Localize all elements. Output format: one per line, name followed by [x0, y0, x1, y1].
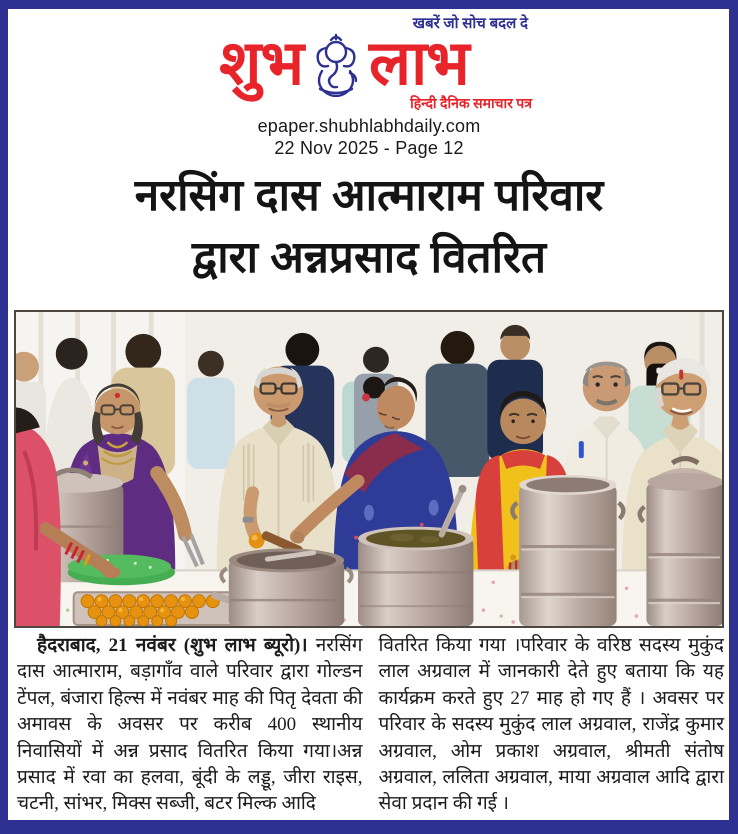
photo-front-pot [221, 548, 351, 626]
article-column-2-text: वितरित किया गया ।परिवार के वरिष्ठ सदस्य मुकुंद लाल अग्रवाल में जानकारी देते हुए बताया कि यह कार्यक्रम करते हुए 27 माह हो गए हैं । अवसर पर परिवार के सदस्य मुकुंद लाल अग्रवाल, राजेंद्र कुमार अग्रवाल, ओम प्रकाश अग्रवाल, श्रीमती संतोष अग्रवाल, ललिता अग्रवाल, माया अग्रवाल आदि द्वारा सेवा प्रदान की गई । [378, 635, 724, 815]
photo-right-drum [640, 459, 722, 626]
article-headline [0, 165, 738, 289]
headline-line1: नरसिंग दास आत्माराम परिवार [134, 171, 604, 220]
newspaper-logo [150, 31, 538, 98]
logo-word-shubh: शुभ [219, 30, 304, 98]
frame-bottom [0, 820, 738, 834]
article-column-1-text: नरसिंग दास आत्माराम, बड़ागाँव वाले परिवार द्वारा गोल्डन टेंपल, बंजारा हिल्स में नवंबर माह की पितृ देवता की अमावस के अवसर पर करीब 400 स्थानीय निवासियों में अन्न प्रसाद वितरित किया गया।अन्न प्रसाद में रवा का हलवा, बूंदी के लड्डू, जीरा राइस, चटनी, सांभर, मिक्स सब्जी, बटर मिल्क आदि [17, 635, 363, 815]
article-dateline-lead: हैदराबाद, 21 नवंबर (शुभ लाभ ब्यूरो)। [37, 635, 308, 656]
masthead [150, 9, 538, 113]
logo-word-labh: लाभ [369, 30, 469, 98]
ganesha-icon [307, 31, 365, 97]
article-column-1 [17, 633, 363, 818]
epaper-website: epaper.shubhlabhdaily.com [257, 116, 481, 136]
frame-top [0, 0, 738, 9]
article-column-2 [379, 633, 725, 818]
masthead-subtitle: हिन्दी दैनिक समाचार पत्र [410, 96, 532, 112]
news-photo [14, 310, 724, 628]
photo-tall-drum [512, 475, 623, 626]
photo-laddu-tray [74, 591, 245, 626]
article-body [17, 633, 724, 818]
masthead-tagline: खबरें जो सोच बदल दे [412, 16, 528, 32]
edition-dateline: 22 Nov 2025 - Page 12 [274, 138, 464, 158]
headline-line2: द्वारा अन्नप्रसाद वितरित [191, 233, 547, 282]
